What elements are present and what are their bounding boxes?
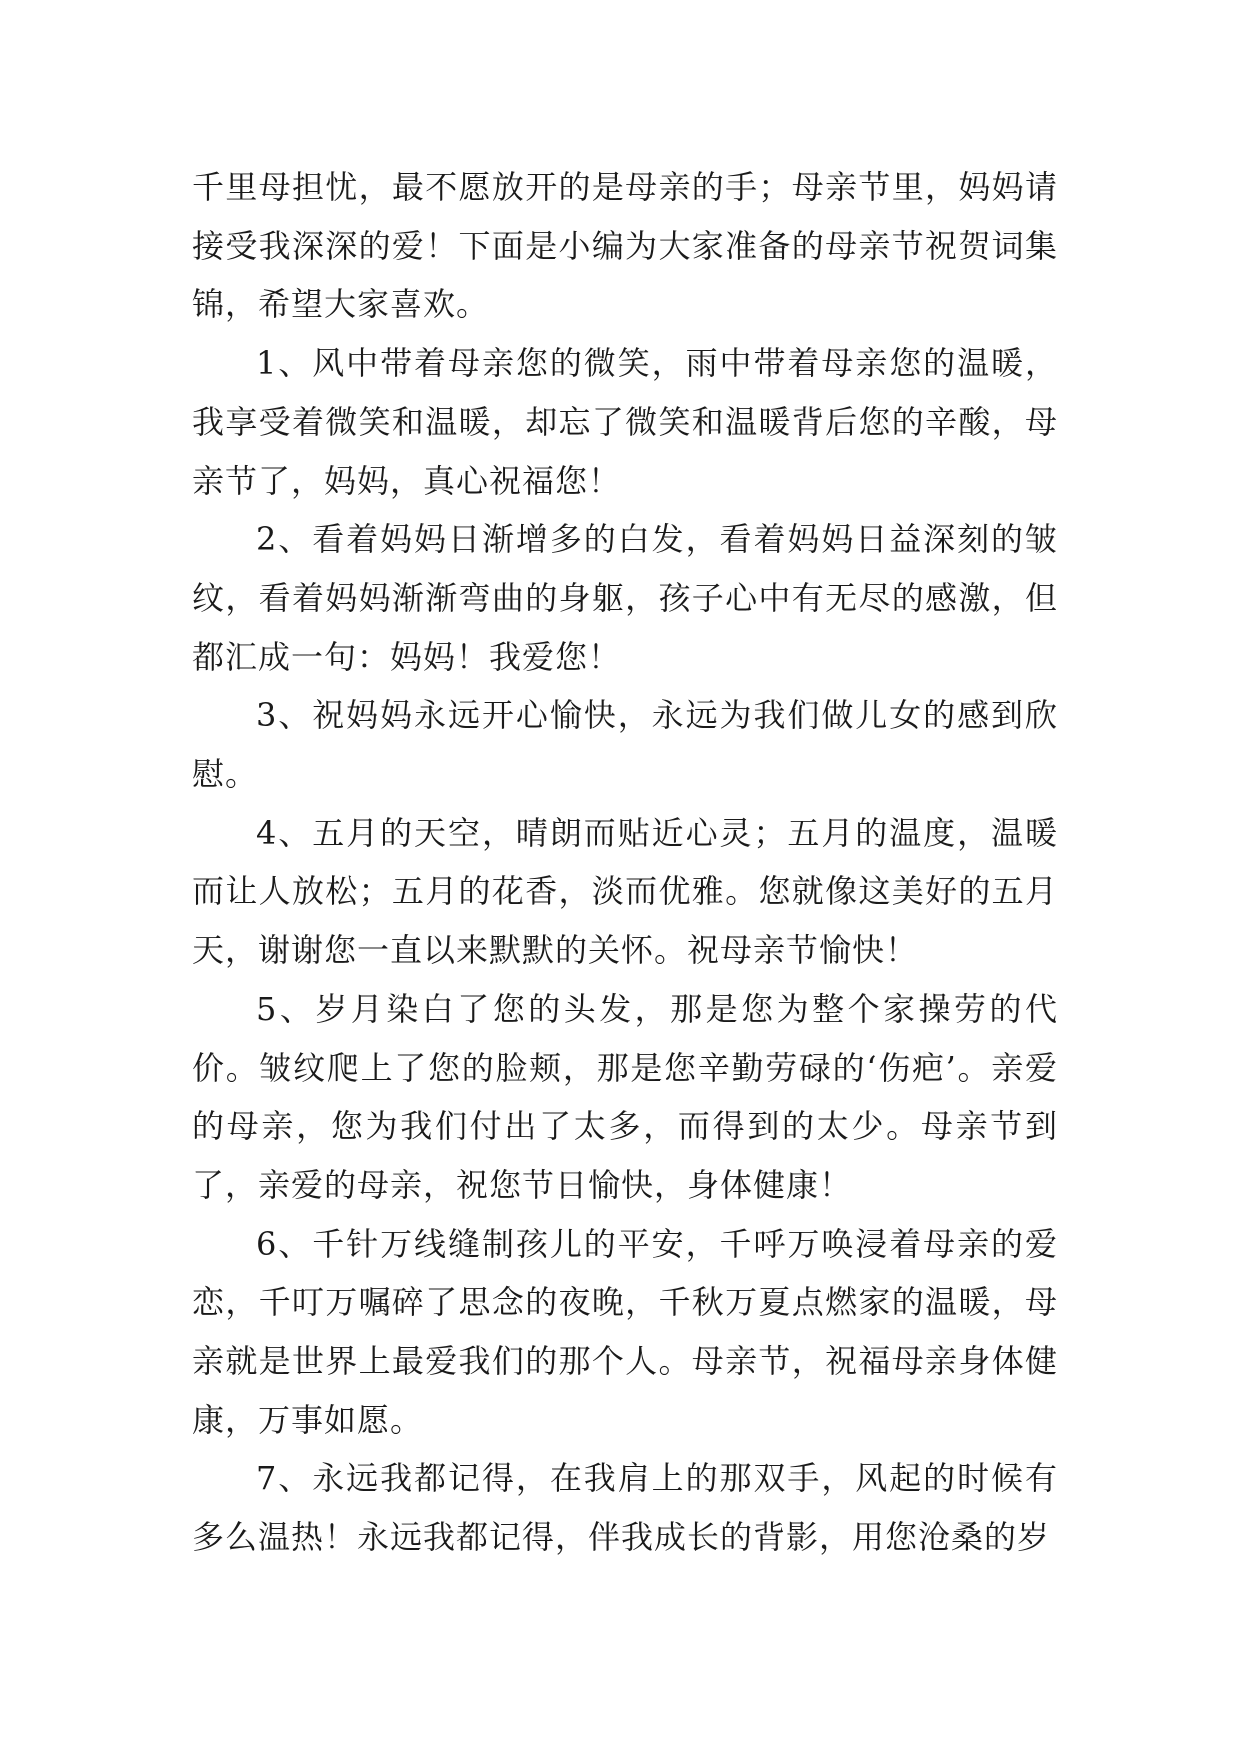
wish-paragraph-2: 2、看着妈妈日渐增多的白发，看着妈妈日益深刻的皱纹，看着妈妈渐渐弯曲的身躯，孩子心中有无尽的感激，但都汇成一句：妈妈！我爱您！ — [192, 520, 1058, 676]
wish-paragraph-7: 7、永远我都记得，在我肩上的那双手，风起的时候有多么温热！永远我都记得，伴我成长的背影，用您沧桑的岁 — [192, 1459, 1058, 1557]
wish-paragraph-3: 3、祝妈妈永远开心愉快，永远为我们做儿女的感到欣慰。 — [192, 696, 1058, 794]
wish-paragraph-5: 5、岁月染白了您的头发，那是您为整个家操劳的代价。皱纹爬上了您的脸颊，那是您辛勤劳碌的‘伤疤’。亲爱的母亲，您为我们付出了太多，而得到的太少。母亲节到了，亲爱的母亲，祝您节日愉快，身体健康！ — [192, 989, 1058, 1204]
wish-paragraph-4: 4、五月的天空，晴朗而贴近心灵；五月的温度，温暖而让人放松；五月的花香，淡而优雅。您就像这美好的五月天，谢谢您一直以来默默的关怀。祝母亲节愉快！ — [192, 813, 1058, 970]
intro-paragraph: 千里母担忧，最不愿放开的是母亲的手；母亲节里，妈妈请接受我深深的爱！下面是小编为大家准备的母亲节祝贺词集锦，希望大家喜欢。 — [192, 168, 1058, 324]
wish-paragraph-1: 1、风中带着母亲您的微笑，雨中带着母亲您的温暖，我享受着微笑和温暖，却忘了微笑和温暖背后您的辛酸，母亲节了，妈妈，真心祝福您！ — [192, 344, 1058, 500]
document-body — [192, 158, 1058, 1567]
wish-paragraph-6: 6、千针万线缝制孩儿的平安，千呼万唤浸着母亲的爱恋，千叮万嘱碎了思念的夜晚，千秋万夏点燃家的温暖，母亲就是世界上最爱我们的那个人。母亲节，祝福母亲身体健康，万事如愿。 — [192, 1224, 1058, 1439]
